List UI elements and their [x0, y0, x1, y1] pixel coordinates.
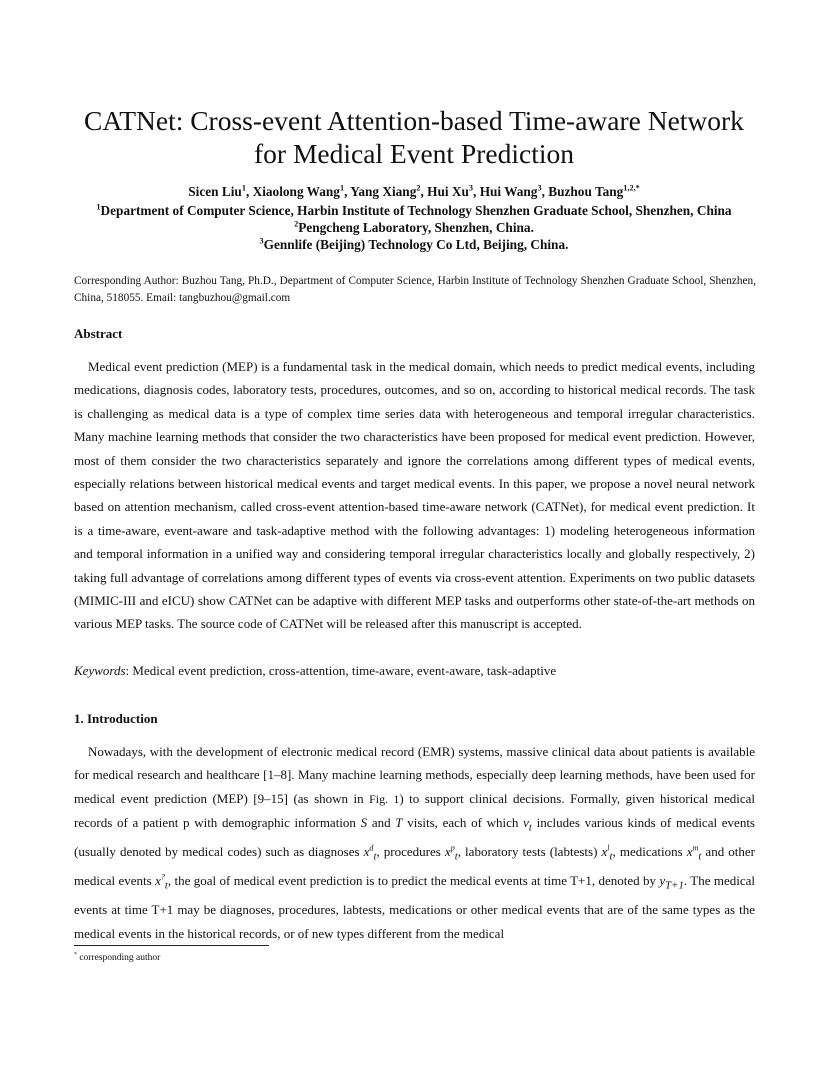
- corresponding-author-note: Corresponding Author: Buzhou Tang, Ph.D., Department of Computer Science, Harbin Institute of Technology Shenzhen Graduate School, Shenzhen, China, 518055. Email: tangbuzhou@gmail.com: [74, 275, 756, 304]
- math-subscript: t: [698, 850, 702, 863]
- intro-text: , medications: [612, 844, 687, 860]
- affiliation-mark: 3: [259, 236, 264, 246]
- math-base: x: [155, 873, 161, 889]
- author-affiliation-mark: 3: [537, 183, 542, 193]
- math-base: v: [523, 815, 529, 831]
- affiliation-3: [30, 236, 798, 254]
- intro-text: visits, each of which: [402, 815, 524, 831]
- author-affiliation-mark: 2: [416, 183, 421, 193]
- keywords-line: [74, 660, 755, 682]
- intro-text: and: [367, 815, 396, 831]
- author-name: Hui Xu: [427, 184, 469, 199]
- author-name: Sicen Liu: [188, 184, 242, 199]
- intro-text: . The medical events at time T+1 may be diagnoses, procedures, labtests, medications or other medical events that are of the same types as the medical events in the historical records, or of new types different from the medical: [74, 873, 756, 941]
- math-subscript: t: [373, 850, 377, 863]
- math-superscript: p: [450, 843, 455, 853]
- author-name: Yang Xiang: [350, 184, 417, 199]
- paper-title: [60, 104, 768, 170]
- math-subscript: t: [528, 821, 532, 834]
- intro-text: , laboratory tests (labtests): [457, 844, 602, 860]
- math-base: x: [444, 844, 451, 860]
- intro-text: , procedures: [376, 844, 445, 860]
- footnote-text: corresponding author: [76, 953, 161, 963]
- affiliation-mark: 2: [294, 219, 299, 229]
- affiliation-text: Gennlife (Beijing) Technology Co Ltd, Beijing, China.: [263, 237, 569, 252]
- intro-text: includes various kinds of medical events (usually denoted by medical codes) such as diagnoses: [74, 815, 755, 860]
- math-base: y: [659, 873, 666, 889]
- math-symbol: [523, 815, 532, 834]
- author-affiliation-mark: 1: [241, 183, 246, 193]
- author-name: Hui Wang: [479, 184, 538, 199]
- math-base: x: [363, 844, 370, 860]
- author-list: Sicen Liu$^1$, Xiaolong Wang$^1$, Yang Xiang$^2$, Hui Xu$^3$, Hui Wang$^3$, Buzhou Tang$^{1,2,*}$: [188, 183, 640, 199]
- math-base: x: [686, 844, 693, 860]
- title-line-1: CATNet: Cross-event Attention-based Time-aware Network: [84, 105, 744, 136]
- math-symbol: [659, 873, 684, 892]
- math-symbol: [686, 843, 702, 863]
- title-line-2: for Medical Event Prediction: [254, 138, 574, 169]
- intro-text: ) to support clinical decisions. Formally, given historical medical records of a patient p with demographic information: [74, 790, 756, 831]
- abstract-paragraph: Medical event prediction (MEP) is a fundamental task in the medical domain, which needs to predict medical events, including medications, diagnosis codes, laboratory tests, procedures, outcomes, and so on, according to historical medical records. The task is challenging as medical data is a type of complex time series data with heterogeneous and temporal irregular characteristics. Many machine learning methods that consider the two characteristics have been proposed for medical event prediction. However, most of them consider the two characteristics separately and ignore the correlations among different types of medical events, especially relations between historical medical events and target medical events. In this paper, we propose a novel neural network based on attention mechanism, called cross-event attention-based time-aware network (CATNet), for medical event prediction. It is a time-aware, event-aware and task-adaptive method with the following advantages: 1) modeling heterogeneous information and temporal information in a unified way and considering temporal irregular characteristics locally and globally respectively, 2) taking full advantage of correlations among different types of events via cross-event attention. Experiments on two public datasets (MIMIC-III and eICU) show CATNet can be adaptive with different MEP tasks and outperforms other state-of-the-art methods on various MEP tasks. The source code of CATNet will be released after this manuscript is accepted.: [74, 359, 755, 632]
- math-superscript: l: [607, 843, 610, 853]
- affiliation-text: Department of Computer Science, Harbin Institute of Technology Shenzhen Graduate School, Shenzhen, China: [100, 203, 732, 218]
- math-subscript: t: [609, 850, 613, 863]
- keywords-label: Keywords: [74, 663, 126, 678]
- introduction-paragraph: [74, 740, 755, 945]
- math-subscript: t: [454, 850, 458, 863]
- footnote-mark: *: [74, 951, 77, 958]
- affiliation-mark: 1: [96, 202, 101, 212]
- math-symbol: [363, 843, 377, 863]
- intro-text: and other medical events: [74, 844, 755, 889]
- affiliation-text: Pengcheng Laboratory, Shenzhen, China.: [298, 220, 534, 235]
- author-name: Xiaolong Wang: [252, 184, 340, 199]
- math-symbol: T: [395, 815, 403, 831]
- author-affiliation-mark: 3: [468, 183, 474, 193]
- math-symbol: [444, 843, 458, 863]
- math-subscript: T+1: [665, 879, 684, 892]
- intro-text: , the goal of medical event prediction is to predict the medical events at time T+1, denoted by: [167, 873, 660, 889]
- keywords-text: : Medical event prediction, cross-attention, time-aware, event-aware, task-adaptive: [125, 663, 557, 678]
- math-superscript: d: [369, 843, 374, 853]
- math-subscript: t: [164, 879, 168, 892]
- author-name: Buzhou Tang: [548, 184, 624, 199]
- abstract-heading: Abstract: [74, 326, 123, 341]
- intro-text: Nowadays, with the development of electronic medical record (EMR) systems, massive clinical data about patients is available for medical research and healthcare [1–8]. Many machine learning methods, especially deep learning methods, have been used for medical event prediction (MEP) [9–15] (as shown in: [74, 744, 755, 806]
- affiliation-1: [30, 202, 798, 220]
- math-symbol: [155, 872, 168, 892]
- author-affiliation-mark: 1,2,*: [623, 183, 640, 193]
- math-symbol: [601, 843, 613, 863]
- figure-reference-link[interactable]: Fig. 1: [369, 791, 400, 806]
- author-affiliation-mark: 1: [339, 183, 345, 193]
- affiliation-2: [30, 219, 798, 237]
- math-base: x: [601, 844, 608, 860]
- math-superscript: ?: [160, 872, 165, 882]
- math-symbol: S: [360, 815, 368, 831]
- footnote-divider: [74, 945, 269, 946]
- footnote: [74, 952, 160, 965]
- math-superscript: m: [692, 843, 699, 853]
- introduction-heading: 1. Introduction: [74, 711, 158, 726]
